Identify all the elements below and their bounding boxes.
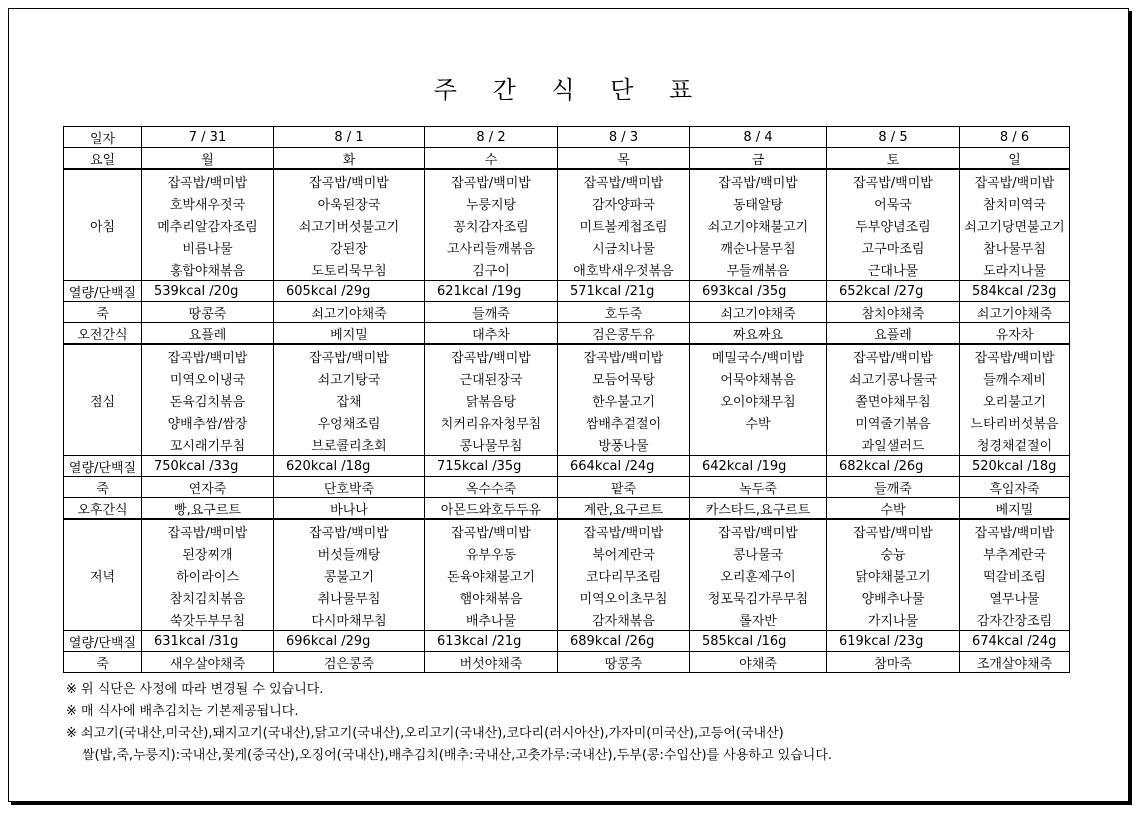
menu-item: 다시마채무침 <box>274 608 425 631</box>
menu-item: 잡곡밥/백미밥 <box>142 169 274 192</box>
kcal-cell: 664kcal /24g <box>558 456 690 477</box>
date-cell: 8 / 1 <box>274 127 425 148</box>
menu-item: 감자채볶음 <box>558 608 690 631</box>
porridge-cell: 들깨죽 <box>425 302 558 323</box>
menu-item: 수박 <box>690 411 827 433</box>
porridge-cell: 검은콩죽 <box>274 652 425 673</box>
kcal-cell: 620kcal /18g <box>274 456 425 477</box>
menu-item: 잡곡밥/백미밥 <box>274 169 425 192</box>
menu-item <box>690 433 827 456</box>
menu-item: 두부양념조림 <box>827 214 960 236</box>
menu-item: 가지나물 <box>827 608 960 631</box>
menu-item: 미역오이초무침 <box>558 586 690 608</box>
menu-item: 감자양파국 <box>558 192 690 214</box>
porridge-row <box>64 477 1070 498</box>
menu-item: 열무나물 <box>960 586 1070 608</box>
menu-item: 닭볶음탕 <box>425 389 558 411</box>
snack-cell: 계란,요구르트 <box>558 498 690 520</box>
menu-item: 참나물무침 <box>960 236 1070 258</box>
menu-item: 잡곡밥/백미밥 <box>827 344 960 367</box>
menu-item: 쑥갓두부무침 <box>142 608 274 631</box>
menu-item: 오리불고기 <box>960 389 1070 411</box>
kcal-cell: 682kcal /26g <box>827 456 960 477</box>
menu-item: 참치미역국 <box>960 192 1070 214</box>
table-row <box>64 433 1070 456</box>
menu-item: 잡곡밥/백미밥 <box>690 169 827 192</box>
kcal-cell: 715kcal /35g <box>425 456 558 477</box>
weekday-cell: 수 <box>425 148 558 170</box>
porridge-cell: 참마죽 <box>827 652 960 673</box>
menu-item: 참치김치볶음 <box>142 586 274 608</box>
menu-item: 쇠고기당면불고기 <box>960 214 1070 236</box>
porridge-cell: 참치야채죽 <box>827 302 960 323</box>
menu-item: 배추나물 <box>425 608 558 631</box>
menu-item: 느타리버섯볶음 <box>960 411 1070 433</box>
kcal-cell: 750kcal /33g <box>142 456 274 477</box>
porridge-cell: 쇠고기야채죽 <box>960 302 1070 323</box>
menu-item: 된장찌개 <box>142 542 274 564</box>
menu-item: 들깨수제비 <box>960 367 1070 389</box>
menu-item: 꼬시래기무침 <box>142 433 274 456</box>
porridge-cell: 쇠고기야채죽 <box>274 302 425 323</box>
snack-cell: 요플레 <box>827 323 960 345</box>
table-row <box>64 586 1070 608</box>
menu-item: 잡곡밥/백미밥 <box>960 519 1070 542</box>
menu-item: 부추계란국 <box>960 542 1070 564</box>
menu-item: 메밀국수/백미밥 <box>690 344 827 367</box>
menu-item: 잡곡밥/백미밥 <box>274 344 425 367</box>
menu-item: 도라지나물 <box>960 258 1070 281</box>
kcal-row <box>64 281 1070 302</box>
porridge-cell: 쇠고기야채죽 <box>690 302 827 323</box>
kcal-cell: 619kcal /23g <box>827 631 960 652</box>
table-row <box>64 169 1070 192</box>
porridge-cell: 들깨죽 <box>827 477 960 498</box>
meal-label: 저녁 <box>64 519 142 631</box>
kcal-cell: 584kcal /23g <box>960 281 1070 302</box>
date-cell: 8 / 3 <box>558 127 690 148</box>
snack-cell: 짜요짜요 <box>690 323 827 345</box>
table-row <box>64 389 1070 411</box>
kcal-cell: 539kcal /20g <box>142 281 274 302</box>
menu-item: 브로콜리초회 <box>274 433 425 456</box>
porridge-cell: 버섯야채죽 <box>425 652 558 673</box>
menu-item: 숭늉 <box>827 542 960 564</box>
menu-item: 강된장 <box>274 236 425 258</box>
menu-item: 호박새우젓국 <box>142 192 274 214</box>
menu-item: 쇠고기콩나물국 <box>827 367 960 389</box>
menu-item: 어묵국 <box>827 192 960 214</box>
menu-item: 떡갈비조림 <box>960 564 1070 586</box>
porridge-cell: 단호박죽 <box>274 477 425 498</box>
table-row <box>64 608 1070 631</box>
weekday-cell: 일 <box>960 148 1070 170</box>
snack-cell: 빵,요구르트 <box>142 498 274 520</box>
porridge-cell: 조개살야채죽 <box>960 652 1070 673</box>
table-row <box>64 236 1070 258</box>
porridge-cell: 호두죽 <box>558 302 690 323</box>
menu-item: 깨순나물무침 <box>690 236 827 258</box>
menu-item: 과일샐러드 <box>827 433 960 456</box>
menu-item: 모듬어묵탕 <box>558 367 690 389</box>
menu-item: 코다리무조림 <box>558 564 690 586</box>
table-row <box>64 564 1070 586</box>
menu-item: 잡곡밥/백미밥 <box>827 519 960 542</box>
menu-item: 청포묵김가루무침 <box>690 586 827 608</box>
weekday-cell: 토 <box>827 148 960 170</box>
date-row <box>64 127 1070 148</box>
weekday-cell: 화 <box>274 148 425 170</box>
menu-item: 애호박새우젓볶음 <box>558 258 690 281</box>
menu-item: 쇠고기버섯불고기 <box>274 214 425 236</box>
menu-item: 햄야채볶음 <box>425 586 558 608</box>
snack-cell: 요플레 <box>142 323 274 345</box>
kcal-row <box>64 456 1070 477</box>
meal-label: 점심 <box>64 344 142 456</box>
menu-item: 시금치나물 <box>558 236 690 258</box>
snack-cell: 베지밀 <box>274 323 425 345</box>
table-row <box>64 214 1070 236</box>
snack-cell: 수박 <box>827 498 960 520</box>
menu-item: 콩나물국 <box>690 542 827 564</box>
porridge-row <box>64 302 1070 323</box>
table-row <box>64 192 1070 214</box>
kcal-cell: 621kcal /19g <box>425 281 558 302</box>
table-row <box>64 344 1070 367</box>
snack-cell: 베지밀 <box>960 498 1070 520</box>
kcal-cell: 605kcal /29g <box>274 281 425 302</box>
note-line: 쌀(밥,죽,누룽지):국내산,꽃게(중국산),오징어(국내산),배추김치(배추:국내산,고춧가루:국내산),두부(콩:수입산)를 사용하고 있습니다. <box>82 748 833 763</box>
porridge-cell: 녹두죽 <box>690 477 827 498</box>
menu-item: 버섯들깨탕 <box>274 542 425 564</box>
menu-item: 비름나물 <box>142 236 274 258</box>
notes <box>66 679 832 767</box>
menu-item: 메추리알감자조림 <box>142 214 274 236</box>
menu-item: 양배추나물 <box>827 586 960 608</box>
porridge-cell: 연자죽 <box>142 477 274 498</box>
menu-item: 돈육야채불고기 <box>425 564 558 586</box>
table-row <box>64 519 1070 542</box>
kcal-cell: 689kcal /26g <box>558 631 690 652</box>
kcal-label: 열량/단백질 <box>64 631 142 652</box>
menu-item: 잡곡밥/백미밥 <box>425 169 558 192</box>
menu-item: 롤자반 <box>690 608 827 631</box>
menu-item: 잡곡밥/백미밥 <box>425 344 558 367</box>
menu-item: 방풍나물 <box>558 433 690 456</box>
porridge-label: 죽 <box>64 477 142 498</box>
menu-item: 잡곡밥/백미밥 <box>142 344 274 367</box>
menu-item: 어묵야채볶음 <box>690 367 827 389</box>
weekday-cell: 목 <box>558 148 690 170</box>
snack-row <box>64 323 1070 345</box>
menu-item: 미역줄기볶음 <box>827 411 960 433</box>
menu-item: 돈육김치볶음 <box>142 389 274 411</box>
menu-item: 미트볼케첩조림 <box>558 214 690 236</box>
table-row <box>64 411 1070 433</box>
kcal-cell: 520kcal /18g <box>960 456 1070 477</box>
date-cell: 8 / 5 <box>827 127 960 148</box>
kcal-label: 열량/단백질 <box>64 456 142 477</box>
weekday-cell: 월 <box>142 148 274 170</box>
snack-label: 오후간식 <box>64 498 142 520</box>
menu-item: 치커리유자청무침 <box>425 411 558 433</box>
menu-item: 김구이 <box>425 258 558 281</box>
snack-cell: 바나나 <box>274 498 425 520</box>
weekday-cell: 금 <box>690 148 827 170</box>
porridge-label: 죽 <box>64 302 142 323</box>
porridge-cell: 땅콩죽 <box>142 302 274 323</box>
menu-item: 쇠고기탕국 <box>274 367 425 389</box>
kcal-cell: 613kcal /21g <box>425 631 558 652</box>
kcal-cell: 693kcal /35g <box>690 281 827 302</box>
kcal-cell: 585kcal /16g <box>690 631 827 652</box>
menu-item: 아욱된장국 <box>274 192 425 214</box>
table-row <box>64 367 1070 389</box>
menu-item: 닭야채불고기 <box>827 564 960 586</box>
kcal-row <box>64 631 1070 652</box>
menu-item: 동태알탕 <box>690 192 827 214</box>
kcal-cell: 652kcal /27g <box>827 281 960 302</box>
date-label: 일자 <box>64 127 142 148</box>
menu-item: 근대나물 <box>827 258 960 281</box>
menu-item: 근대된장국 <box>425 367 558 389</box>
kcal-label: 열량/단백질 <box>64 281 142 302</box>
menu-item: 유부우동 <box>425 542 558 564</box>
weekday-label: 요일 <box>64 148 142 170</box>
menu-item: 잡곡밥/백미밥 <box>425 519 558 542</box>
menu-item: 잡곡밥/백미밥 <box>274 519 425 542</box>
menu-item: 양배추쌈/쌈장 <box>142 411 274 433</box>
menu-item: 무들깨볶음 <box>690 258 827 281</box>
snack-cell: 대추차 <box>425 323 558 345</box>
menu-item: 취나물무침 <box>274 586 425 608</box>
menu-item: 쇠고기야채불고기 <box>690 214 827 236</box>
snack-cell: 유자차 <box>960 323 1070 345</box>
kcal-cell: 642kcal /19g <box>690 456 827 477</box>
menu-item: 잡곡밥/백미밥 <box>558 169 690 192</box>
page-title: 주 간 식 단 표 <box>433 76 707 104</box>
date-cell: 8 / 2 <box>425 127 558 148</box>
menu-item: 고구마조림 <box>827 236 960 258</box>
kcal-cell: 696kcal /29g <box>274 631 425 652</box>
menu-item: 꽁치감자조림 <box>425 214 558 236</box>
weekday-row <box>64 148 1070 170</box>
table-row <box>64 258 1070 281</box>
menu-item: 우엉채조림 <box>274 411 425 433</box>
menu-item: 미역오이냉국 <box>142 367 274 389</box>
snack-cell: 검은콩두유 <box>558 323 690 345</box>
note-line: ※ 매 식사에 배추김치는 기본제공됩니다. <box>66 704 299 719</box>
menu-item: 감자간장조림 <box>960 608 1070 631</box>
menu-item: 하이라이스 <box>142 564 274 586</box>
snack-cell: 아몬드와호두두유 <box>425 498 558 520</box>
menu-item: 누룽지탕 <box>425 192 558 214</box>
porridge-cell: 팥죽 <box>558 477 690 498</box>
porridge-cell: 야채죽 <box>690 652 827 673</box>
weekly-menu-table <box>63 126 1070 673</box>
menu-item: 잡곡밥/백미밥 <box>960 169 1070 192</box>
note-line: ※ 쇠고기(국내산,미국산),돼지고기(국내산),닭고기(국내산),오리고기(국내산),코다리(러시아산),가자미(미국산),고등어(국내산) <box>66 726 784 741</box>
menu-item: 콩나물무침 <box>425 433 558 456</box>
porridge-cell: 땅콩죽 <box>558 652 690 673</box>
kcal-cell: 674kcal /24g <box>960 631 1070 652</box>
menu-item: 잡곡밥/백미밥 <box>690 519 827 542</box>
date-cell: 8 / 6 <box>960 127 1070 148</box>
menu-item: 잡곡밥/백미밥 <box>960 344 1070 367</box>
table-row <box>64 542 1070 564</box>
menu-item: 오이야채무침 <box>690 389 827 411</box>
kcal-cell: 571kcal /21g <box>558 281 690 302</box>
menu-item: 잡곡밥/백미밥 <box>558 344 690 367</box>
snack-cell: 카스타드,요구르트 <box>690 498 827 520</box>
porridge-label: 죽 <box>64 652 142 673</box>
menu-item: 홍합야채볶음 <box>142 258 274 281</box>
date-cell: 7 / 31 <box>142 127 274 148</box>
porridge-cell: 흑임자죽 <box>960 477 1070 498</box>
menu-item: 잡곡밥/백미밥 <box>558 519 690 542</box>
porridge-cell: 옥수수죽 <box>425 477 558 498</box>
menu-item: 북어계란국 <box>558 542 690 564</box>
menu-item: 잡곡밥/백미밥 <box>142 519 274 542</box>
note-line: ※ 위 식단은 사정에 따라 변경될 수 있습니다. <box>66 682 324 697</box>
menu-item: 청경채겉절이 <box>960 433 1070 456</box>
porridge-cell: 새우살야채죽 <box>142 652 274 673</box>
snack-label: 오전간식 <box>64 323 142 345</box>
menu-item: 도토리묵무침 <box>274 258 425 281</box>
menu-item: 콩불고기 <box>274 564 425 586</box>
menu-item: 고사리들깨볶음 <box>425 236 558 258</box>
porridge-row <box>64 652 1070 673</box>
menu-item: 쫄면야채무침 <box>827 389 960 411</box>
menu-item: 쌈배추겉절이 <box>558 411 690 433</box>
snack-row <box>64 498 1070 520</box>
kcal-cell: 631kcal /31g <box>142 631 274 652</box>
meal-label: 아침 <box>64 169 142 281</box>
date-cell: 8 / 4 <box>690 127 827 148</box>
menu-item: 잡채 <box>274 389 425 411</box>
menu-item: 잡곡밥/백미밥 <box>827 169 960 192</box>
menu-item: 오리훈제구이 <box>690 564 827 586</box>
menu-item: 한우불고기 <box>558 389 690 411</box>
